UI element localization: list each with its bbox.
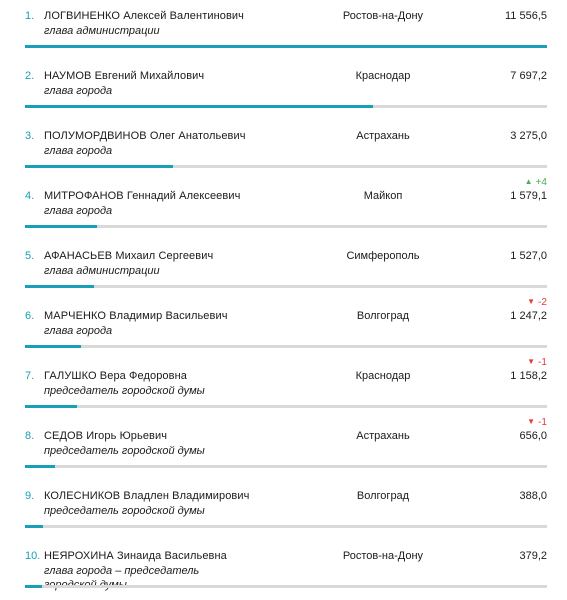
city-name: Майкоп <box>363 190 403 202</box>
rank-change-value: -1 <box>538 417 547 428</box>
city-name: Волгоград <box>356 490 410 502</box>
progress-fill <box>25 465 55 468</box>
person-name: МАРЧЕНКО Владимир Васильевич <box>44 310 228 322</box>
metric-value: 1 158,2 <box>510 370 547 382</box>
person-role: глава города <box>44 325 113 337</box>
progress-track <box>25 285 547 288</box>
ranking-row <box>0 540 567 600</box>
city-name: Краснодар <box>355 370 411 382</box>
person-role: глава администрации <box>44 265 160 277</box>
ranking-row <box>0 357 567 420</box>
progress-track <box>25 105 547 108</box>
progress-fill <box>25 45 547 48</box>
rank-number: 9. <box>25 490 35 502</box>
rank-number: 10. <box>25 550 41 562</box>
progress-fill <box>25 585 42 588</box>
metric-value: 1 579,1 <box>510 190 547 202</box>
rank-number: 8. <box>25 430 35 442</box>
metric-value: 656,0 <box>519 430 547 442</box>
rank-change-value: +4 <box>535 177 547 188</box>
progress-track <box>25 405 547 408</box>
rank-change <box>527 417 547 428</box>
ranking-row <box>0 297 567 360</box>
rank-number: 1. <box>25 10 35 22</box>
rank-change <box>525 177 547 188</box>
ranking-row <box>0 60 567 120</box>
triangle-down-icon: ▼ <box>527 297 536 306</box>
rank-change <box>527 357 547 368</box>
progress-track <box>25 165 547 168</box>
progress-fill <box>25 285 94 288</box>
person-role: глава города <box>44 145 113 157</box>
person-name: ГАЛУШКО Вера Федоровна <box>44 370 187 382</box>
rank-number: 5. <box>25 250 35 262</box>
metric-value: 388,0 <box>519 490 547 502</box>
progress-fill <box>25 405 77 408</box>
rank-change-value: -2 <box>538 297 547 308</box>
metric-value: 3 275,0 <box>510 130 547 142</box>
person-name: ПОЛУМОРДВИНОВ Олег Анатольевич <box>44 130 246 142</box>
city-name: Астрахань <box>356 430 410 442</box>
triangle-down-icon: ▼ <box>527 417 536 426</box>
ranking-row <box>0 0 567 60</box>
city-name: Астрахань <box>356 130 410 142</box>
rank-number: 6. <box>25 310 35 322</box>
metric-value: 379,2 <box>519 550 547 562</box>
progress-track <box>25 45 547 48</box>
person-role: председатель городской думы <box>44 505 205 517</box>
ranking-row <box>0 417 567 480</box>
progress-fill <box>25 165 173 168</box>
rank-number: 7. <box>25 370 35 382</box>
triangle-up-icon: ▲ <box>524 177 533 186</box>
city-name: Волгоград <box>356 310 410 322</box>
progress-track <box>25 465 547 468</box>
person-role: глава администрации <box>44 25 160 37</box>
rank-number: 3. <box>25 130 35 142</box>
rank-change <box>527 297 547 308</box>
city-name: Ростов-на-Дону <box>342 10 424 22</box>
progress-fill <box>25 525 43 528</box>
ranking-row <box>0 120 567 180</box>
person-name: АФАНАСЬЕВ Михаил Сергеевич <box>44 250 214 262</box>
city-name: Ростов-на-Дону <box>342 550 424 562</box>
progress-fill <box>25 225 97 228</box>
person-name: КОЛЕСНИКОВ Владлен Владимирович <box>44 490 250 502</box>
progress-track <box>25 345 547 348</box>
person-role: глава города – председатель <box>44 565 200 577</box>
ranking-row <box>0 240 567 300</box>
progress-track <box>25 525 547 528</box>
ranking-row <box>0 480 567 540</box>
rank-number: 4. <box>25 190 35 202</box>
metric-value: 1 247,2 <box>510 310 547 322</box>
person-name: СЕДОВ Игорь Юрьевич <box>44 430 168 442</box>
rank-number: 2. <box>25 70 35 82</box>
city-name: Краснодар <box>355 70 411 82</box>
person-role: глава города <box>44 205 113 217</box>
person-role: глава города <box>44 85 113 97</box>
progress-track <box>25 225 547 228</box>
progress-fill <box>25 105 373 108</box>
person-role: председатель городской думы <box>44 385 205 397</box>
ranking-row <box>0 177 567 240</box>
metric-value: 7 697,2 <box>510 70 547 82</box>
triangle-down-icon: ▼ <box>527 357 536 366</box>
person-role: председатель городской думы <box>44 445 205 457</box>
rank-change-value: -1 <box>538 357 547 368</box>
person-name: НЕЯРОХИНА Зинаида Васильевна <box>44 550 227 562</box>
progress-fill <box>25 345 81 348</box>
metric-value: 11 556,5 <box>504 10 547 22</box>
person-name: ЛОГВИНЕНКО Алексей Валентинович <box>44 10 244 22</box>
person-name: МИТРОФАНОВ Геннадий Алексеевич <box>44 190 241 202</box>
metric-value: 1 527,0 <box>510 250 547 262</box>
person-name: НАУМОВ Евгений Михайлович <box>44 70 205 82</box>
progress-track <box>25 585 547 588</box>
city-name: Симферополь <box>346 250 420 262</box>
